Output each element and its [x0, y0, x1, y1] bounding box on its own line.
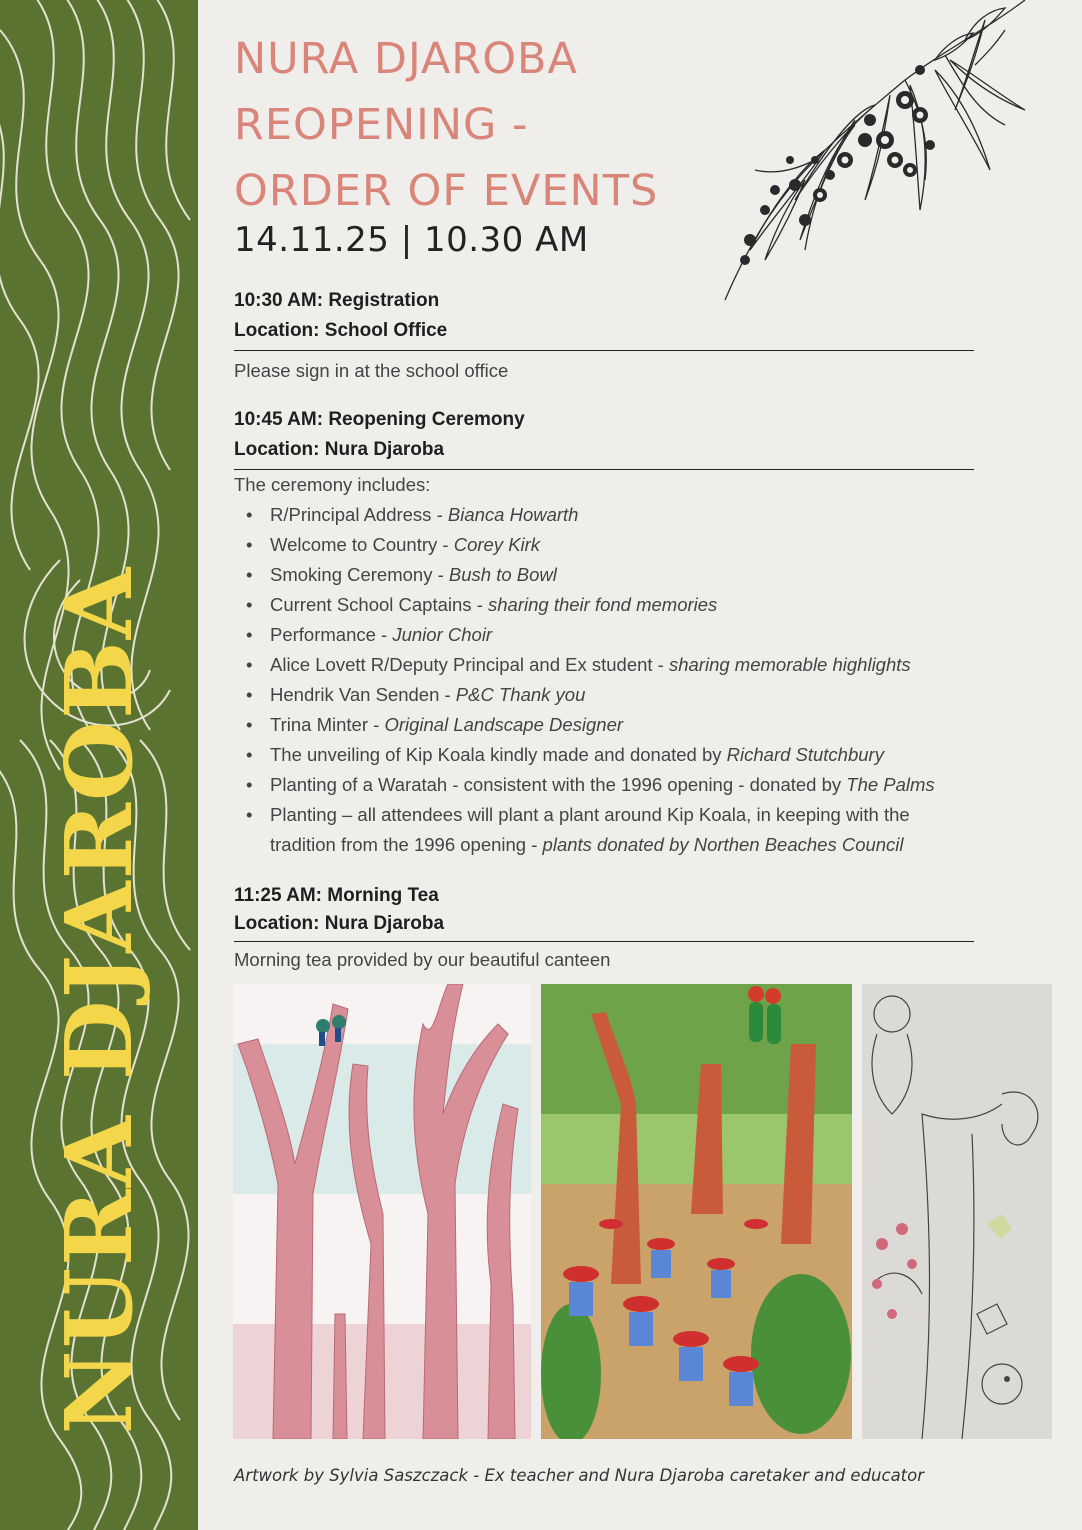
- section-heading: 10:45 AM: Reopening Ceremony: [234, 409, 525, 430]
- section-heading: 10:30 AM: Registration: [234, 290, 440, 311]
- section-divider: [234, 941, 974, 942]
- list-item: • Planting of a Waratah - consistent with the 1996 opening - donated by The Palms: [270, 770, 974, 800]
- section-description: Morning tea provided by our beautiful canteen: [234, 949, 611, 970]
- section-description: Please sign in at the school office: [234, 360, 509, 381]
- list-item: • Alice Lovett R/Deputy Principal and Ex student - sharing memorable highlights: [270, 650, 974, 680]
- list-item: • The unveiling of Kip Koala kindly made and donated by Richard Stutchbury: [270, 740, 974, 770]
- artwork-pink-trees: [233, 984, 531, 1439]
- event-datetime: 14.11.25 | 10.30 AM: [234, 220, 589, 260]
- title-line: ORDER OF EVENTS: [234, 166, 659, 216]
- section-heading: 11:25 AM: Morning Tea: [234, 885, 439, 906]
- title-line: NURA DJAROBA: [234, 34, 578, 84]
- list-item: • Hendrik Van Senden - P&C Thank you: [270, 680, 974, 710]
- schedule-section-morning-tea: [234, 881, 974, 975]
- schedule-section-ceremony: [234, 405, 974, 860]
- section-location: Location: Nura Djaroba: [234, 913, 445, 934]
- wattle-branch-illustration: [705, 0, 1035, 320]
- vertical-title: NURA DJAROBA: [45, 565, 153, 1435]
- section-location: Location: Nura Djaroba: [234, 439, 445, 460]
- section-description: The ceremony includes:: [234, 474, 431, 495]
- section-divider: [234, 350, 974, 351]
- title-line: REOPENING -: [234, 100, 529, 150]
- list-item: • R/Principal Address - Bianca Howarth: [270, 500, 974, 530]
- artwork-caption: Artwork by Sylvia Saszczack - Ex teacher and Nura Djaroba caretaker and educator: [234, 1466, 925, 1485]
- artwork-forest-children: [541, 984, 852, 1439]
- list-item: • Planting – all attendees will plant a plant around Kip Koala, in keeping with the tradition from the 1996 opening - plants donated by Northen Beaches Council: [270, 800, 974, 860]
- list-item: • Current School Captains - sharing their fond memories: [270, 590, 974, 620]
- artwork-animals-sketch: [862, 984, 1052, 1439]
- section-location: Location: School Office: [234, 320, 448, 341]
- page-title: [234, 26, 658, 224]
- schedule-section-registration: [234, 286, 974, 386]
- sidebar-panel: [0, 0, 198, 1530]
- list-item: • Trina Minter - Original Landscape Designer: [270, 710, 974, 740]
- list-item: • Smoking Ceremony - Bush to Bowl: [270, 560, 974, 590]
- list-item: • Welcome to Country - Corey Kirk: [270, 530, 974, 560]
- ceremony-list: [234, 500, 974, 860]
- list-item: • Performance - Junior Choir: [270, 620, 974, 650]
